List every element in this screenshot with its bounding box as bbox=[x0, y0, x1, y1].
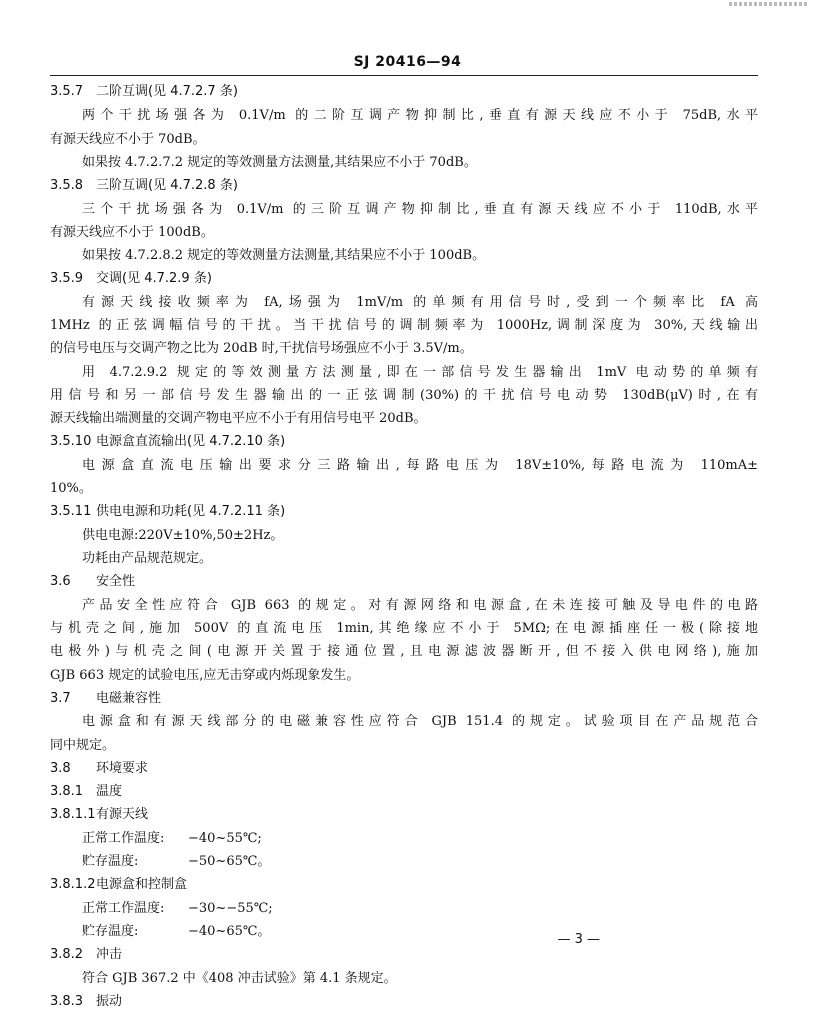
section-number: 3.5.8 bbox=[50, 178, 84, 193]
heading-line bbox=[50, 990, 122, 1014]
paragraph-text: 电极外)与机壳之间(电源开关置于接通位置,且电源滤波器断开,但不接入供电网络),施加 bbox=[50, 644, 758, 659]
spec-value: −40~55℃; bbox=[188, 831, 262, 846]
heading-line bbox=[50, 780, 122, 804]
spec-label: 正常工作温度: bbox=[82, 831, 165, 846]
section-number: 3.8.1.2 bbox=[50, 877, 96, 892]
paragraph-text: 两个干扰场强各为 0.1V/m 的二阶互调产物抑制比,垂直有源天线应不小于 75dB,水平 bbox=[82, 108, 758, 123]
paragraph-text: 供电电源:220V±10%,50±2Hz。 bbox=[82, 528, 284, 543]
spec-label: 正常工作温度: bbox=[82, 901, 165, 916]
spec-value: −30~−55℃; bbox=[188, 901, 273, 916]
section-title: 环境要求 bbox=[96, 761, 149, 776]
section-title: 安全性 bbox=[96, 574, 136, 589]
standard-number-header: SJ 20416—94 bbox=[353, 54, 462, 70]
header-rule bbox=[50, 75, 758, 76]
paragraph-text: 1MHz 的正弦调幅信号的干扰。当干扰信号的调制频率为 1000Hz,调制深度为 30%,天线输出 bbox=[50, 318, 758, 333]
paragraph-text: 三个干扰场强各为 0.1V/m 的三阶互调产物抑制比,垂直有源天线应不小于 110dB,水平 bbox=[82, 202, 758, 217]
paragraph-text: 有源天线应不小于 70dB。 bbox=[50, 132, 206, 147]
paragraph-text: 产品安全性应符合 GJB 663 的规定。对有源网络和电源盒,在未连接可触及导电件的电路 bbox=[82, 598, 758, 613]
paragraph-text: 如果按 4.7.2.8.2 规定的等效测量方法测量,其结果应不小于 100dB。 bbox=[82, 248, 486, 263]
paragraph-text: 电源盒直流电压输出要求分三路输出,每路电压为 18V±10%,每路电流为 110mA± bbox=[82, 458, 758, 473]
heading-line bbox=[50, 687, 161, 711]
section-number: 3.5.7 bbox=[50, 84, 84, 99]
heading-line bbox=[50, 803, 148, 827]
heading-line bbox=[50, 500, 285, 524]
paragraph-text: 有源天线应不小于 100dB。 bbox=[50, 225, 214, 240]
section-number: 3.5.10 bbox=[50, 434, 92, 449]
spec-label: 贮存温度: bbox=[82, 924, 139, 939]
spec-label: 贮存温度: bbox=[82, 854, 139, 869]
scan-mark bbox=[729, 2, 809, 6]
section-number: 3.8 bbox=[50, 761, 71, 776]
paragraph-text: 如果按 4.7.2.7.2 规定的等效测量方法测量,其结果应不小于 70dB。 bbox=[82, 155, 477, 170]
section-number: 3.5.11 bbox=[50, 504, 92, 519]
section-title: 电磁兼容性 bbox=[96, 691, 162, 706]
paragraph-text: 电源盒和有源天线部分的电磁兼容性应符合 GJB 151.4 的规定。试验项目在产品规范合 bbox=[82, 714, 758, 729]
paragraph-text: 源天线输出端测量的交调产物电平应不小于有用信号电平 20dB。 bbox=[50, 411, 427, 426]
heading-line bbox=[50, 80, 238, 104]
heading-line bbox=[50, 757, 148, 781]
paragraph-text: 符合 GJB 367.2 中《408 冲击试验》第 4.1 条规定。 bbox=[82, 971, 397, 986]
heading-line bbox=[50, 570, 135, 594]
paragraph-text: 用信号和另一部信号发生器输出的一正弦调制(30%)的干扰信号电动势 130dB(μV)时,在有 bbox=[50, 388, 758, 403]
spec-pair bbox=[82, 897, 273, 921]
section-title: 二阶互调(见 4.7.2.7 条) bbox=[96, 84, 238, 99]
spec-pair bbox=[82, 920, 270, 944]
heading-line bbox=[50, 267, 212, 291]
spec-pair bbox=[82, 850, 270, 874]
section-title: 电源盒直流输出(见 4.7.2.10 条) bbox=[96, 434, 286, 449]
section-title: 振动 bbox=[96, 994, 123, 1009]
section-title: 冲击 bbox=[96, 947, 123, 962]
paragraph-text: 同中规定。 bbox=[50, 738, 116, 753]
section-title: 有源天线 bbox=[96, 807, 149, 822]
section-number: 3.8.1 bbox=[50, 784, 84, 799]
page-number: — 3 — bbox=[557, 932, 600, 947]
section-number: 3.8.3 bbox=[50, 994, 84, 1009]
spec-value: −40~65℃。 bbox=[188, 924, 271, 939]
heading-line bbox=[50, 430, 285, 454]
heading-line bbox=[50, 943, 122, 967]
section-title: 三阶互调(见 4.7.2.8 条) bbox=[96, 178, 238, 193]
paragraph-text: 的信号电压与交调产物之比为 20dB 时,干扰信号场强应不小于 3.5V/m。 bbox=[50, 341, 473, 356]
section-title: 电源盒和控制盒 bbox=[96, 877, 188, 892]
spec-pair bbox=[82, 827, 262, 851]
heading-line bbox=[50, 174, 238, 198]
heading-line bbox=[50, 873, 187, 897]
section-title: 交调(见 4.7.2.9 条) bbox=[96, 271, 212, 286]
spec-value: −50~65℃。 bbox=[188, 854, 271, 869]
section-title: 供电电源和功耗(见 4.7.2.11 条) bbox=[96, 504, 286, 519]
section-number: 3.6 bbox=[50, 574, 71, 589]
paragraph-text: 与机壳之间,施加 500V 的直流电压 1min,其绝缘应不小于 5MΩ;在电源插座任一极(除接地 bbox=[50, 621, 758, 636]
section-number: 3.8.1.1 bbox=[50, 807, 96, 822]
paragraph-text: GJB 663 规定的试验电压,应无击穿或内烁现象发生。 bbox=[50, 668, 360, 683]
section-number: 3.5.9 bbox=[50, 271, 84, 286]
paragraph-text: 功耗由产品规范规定。 bbox=[82, 551, 213, 566]
section-number: 3.8.2 bbox=[50, 947, 84, 962]
paragraph-text: 10%。 bbox=[50, 481, 92, 496]
paragraph-text: 有源天线接收频率为 fA,场强为 1mV/m 的单频有用信号时,受到一个频率比 fA 高 bbox=[82, 295, 758, 310]
section-number: 3.7 bbox=[50, 691, 71, 706]
section-title: 温度 bbox=[96, 784, 123, 799]
paragraph-text: 用 4.7.2.9.2 规定的等效测量方法测量,即在一部信号发生器输出 1mV 电动势的单频有 bbox=[82, 365, 758, 380]
